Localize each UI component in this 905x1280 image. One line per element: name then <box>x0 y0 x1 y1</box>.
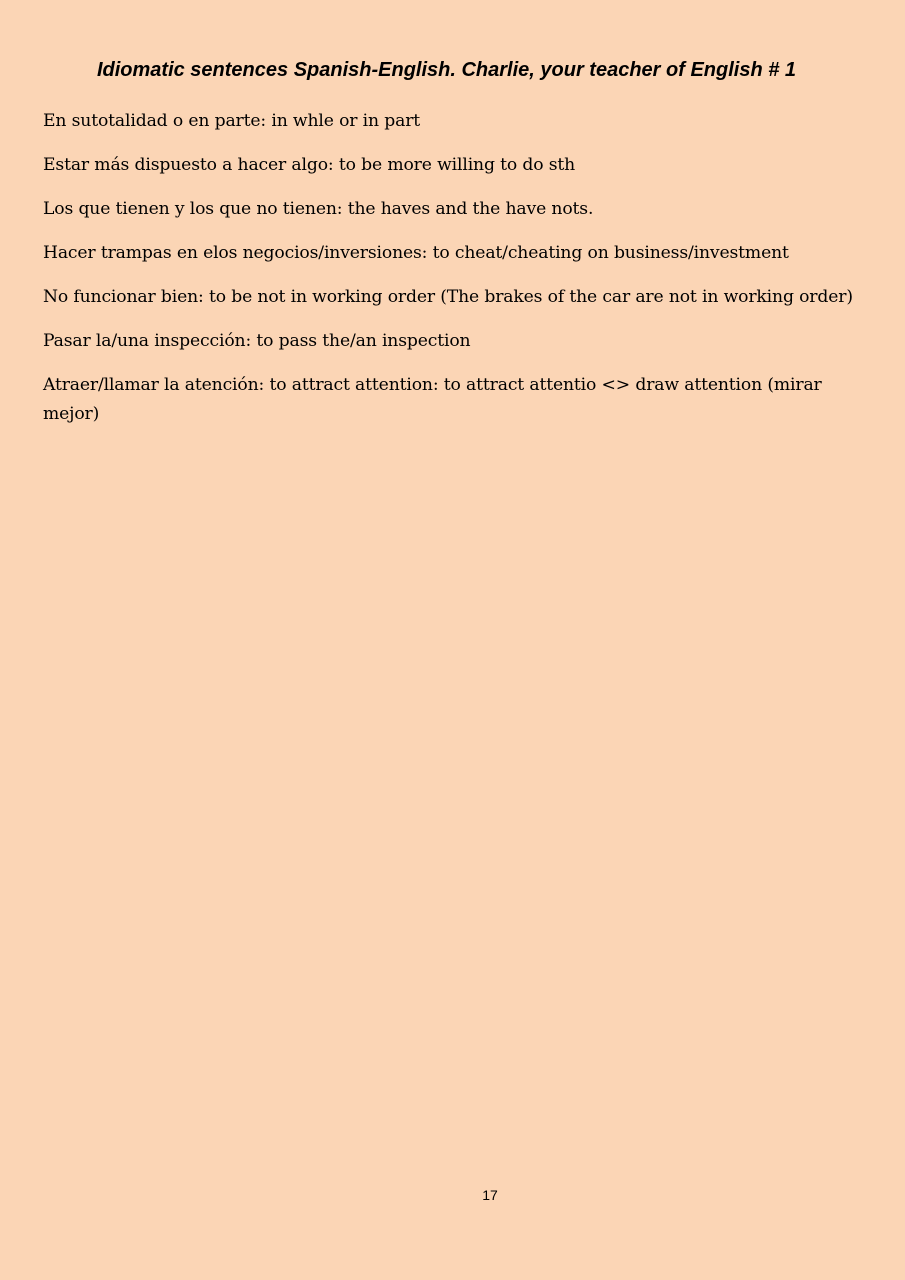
idiom-list <box>43 107 853 444</box>
idiom-entry-7: Atraer/llamar la atención: to attract attention: to attract attentio <> draw attention (mirar mejor) <box>43 375 822 424</box>
idiom-entry-3: Los que tienen y los que no tienen: the haves and the have nots. <box>43 199 594 219</box>
idiom-entry-4: Hacer trampas en elos negocios/inversiones: to cheat/cheating on business/investment <box>43 243 789 263</box>
idiom-entry-6: Pasar la/una inspección: to pass the/an inspection <box>43 331 471 351</box>
idiom-entry-1: En sutotalidad o en parte: in whle or in part <box>43 111 421 131</box>
page-number: 17 <box>482 1187 498 1203</box>
idiom-entry-2: Estar más dispuesto a hacer algo: to be more willing to do sth <box>43 155 576 175</box>
idiom-entry-5: No funcionar bien: to be not in working order (The brakes of the car are not in working order) <box>43 287 853 307</box>
page-title: Idiomatic sentences Spanish-English. Charlie, your teacher of English # 1 <box>96 59 797 81</box>
